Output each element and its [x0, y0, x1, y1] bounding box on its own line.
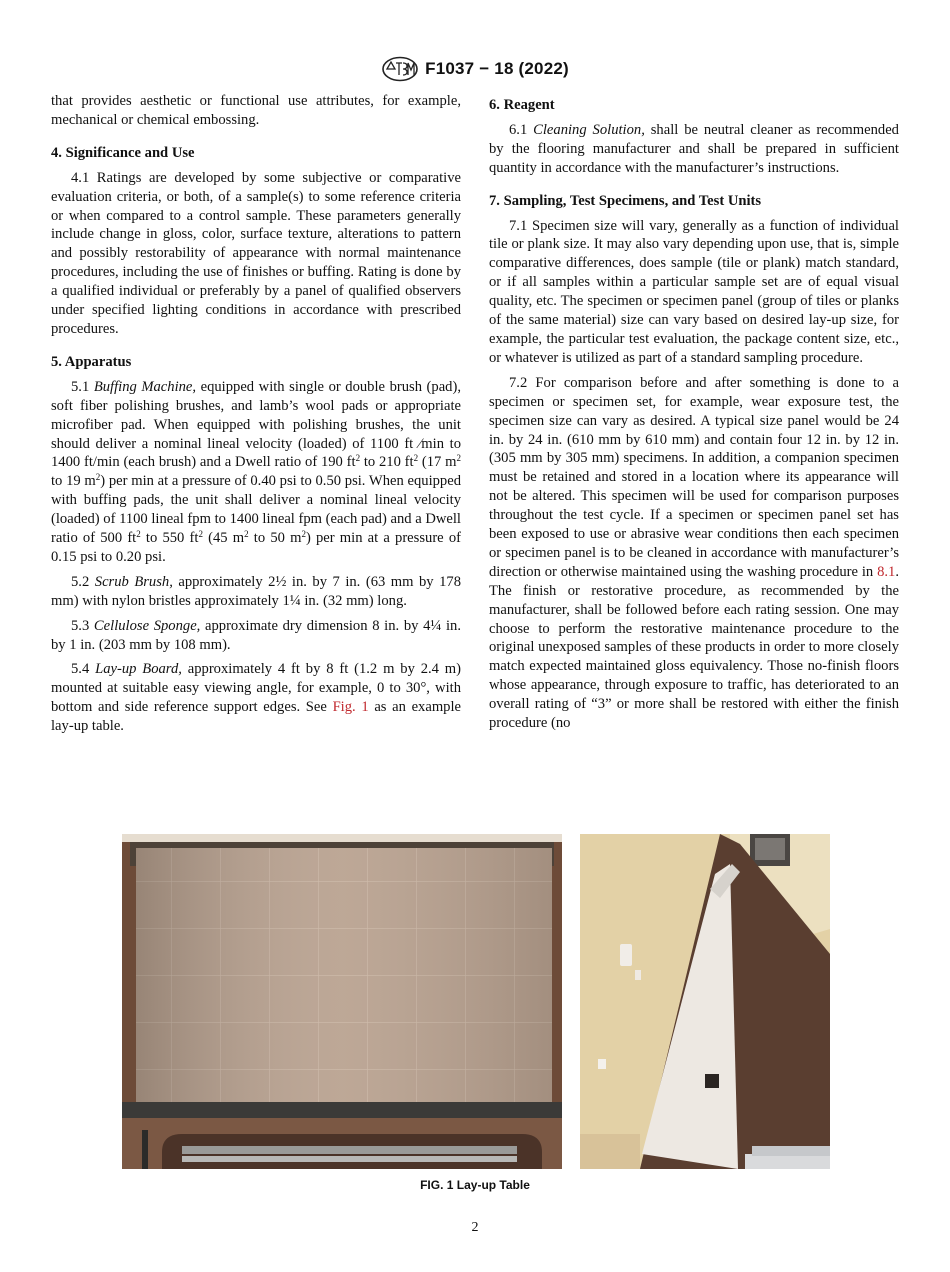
- figure-1: [122, 834, 830, 1169]
- superscript: 2: [95, 472, 101, 483]
- section-6-heading: 6. Reagent: [489, 97, 555, 113]
- page-header: [0, 56, 950, 87]
- layup-table-front-photo: [122, 834, 562, 1169]
- section-7-heading: 7. Sampling, Test Specimens, and Test Units: [489, 192, 762, 209]
- section-5-1-text-g: (45 m: [202, 530, 245, 547]
- section-5-4: [51, 660, 461, 736]
- superscript: 2: [136, 529, 141, 540]
- section-5-4-text: approximately 4 ft by 8 ft (1.2 m by 2.4 m) mounted at suitable easy viewing angle, for example, 0 to 30°, with bottom and side reference support edges. See: [51, 661, 462, 716]
- section-6-1-term: Cleaning Solution,: [533, 121, 645, 138]
- section-5-1-text-d: to 19 m: [51, 473, 96, 490]
- figure-caption: FIG. 1 Lay-up Table: [420, 1178, 530, 1192]
- section-7-2-text-a: 7.2 For comparison before and after something is done to a specimen or specimen set, for example, wear exposure test, the specimen size can vary as desired. A typical size panel would be 24 in. by 24 in. (610 mm by 610 mm) and contain four 12 in. by 12 in. (305 mm by 305 mm) specimens. In addition, a companion specimen must be retained and stored in a location where its appearance will not be altered. This specimen will be used for comparison purposes throughout the test cycle. If a specimen or specimen panel set has been exposed to use or abrasive wear conditions then each specimen or specimen panel is to be cleaned in accordance with manufacturer’s direction or otherwise maintained using the washing procedure in: [489, 374, 899, 580]
- section-4-1: 4.1 Ratings are developed by some subjective or comparative evaluation criteria, or both, of a sample(s) to some reference criteria or when compared to a control sample. These parameters generally include change in gloss, color, surface texture, alterations to pattern and possibly restorability of appearance with normal maintenance procedures, including the use of finishes or buffing. Rating is done by a qualified individual or preferably by a panel of qualified observers under specified lighting conditions in accordance with prescribed procedures.: [51, 169, 461, 337]
- section-5-4-tail: as an example lay-up table.: [51, 699, 461, 735]
- section-5-1-number: 5.1: [71, 378, 90, 395]
- superscript: 2: [244, 529, 249, 540]
- section-5-3-number: 5.3: [71, 617, 90, 634]
- section-5-1-term: Buffing Machine,: [93, 378, 197, 395]
- section-6-1-text: shall be neutral cleaner as recommended by the flooring manufacturer and shall be prepared in sufficient quantity in accordance with the manufacturer’s instructions.: [489, 121, 899, 176]
- section-5-2-text: approximately 2½ in. by 7 in. (63 mm by 178 mm) with nylon bristles approximately 1¼ in. (32 mm) long.: [51, 573, 461, 609]
- section-5-heading: 5. Apparatus: [51, 353, 132, 370]
- standard-designation: F1037 − 18 (2022): [425, 59, 569, 78]
- section-6-1-number: 6.1: [509, 121, 528, 138]
- section-5-1-text-h: to 50 m: [248, 530, 302, 547]
- left-column: [51, 92, 461, 742]
- section-5-1: [51, 378, 461, 567]
- superscript: 2: [355, 453, 361, 464]
- section-5-4-number: 5.4: [71, 661, 90, 678]
- section-5-1-text-f: to 550 ft: [140, 530, 199, 547]
- superscript: 2: [301, 529, 306, 540]
- section-7-1: 7.1 Specimen size will vary, generally as a function of individual tile or plank size. It may also vary depending upon use, that is, simple comparative differences, does sample (tile or plank) match standard, or if all samples within a particular sample set are of equal visual quality, etc. The specimen or specimen panel (group of tiles or planks of the same material) size can vary based on desired lay-up size, for example, the particular test evaluation, the package content size, etc., or whatever is utilized as part of a standard sampling procedure.: [489, 217, 899, 366]
- superscript: 2: [413, 453, 419, 464]
- astm-logo-icon: [381, 56, 419, 82]
- section-7-2: [489, 374, 899, 733]
- section-5-2-term: Scrub Brush,: [94, 573, 173, 590]
- section-5-3-text: approximate dry dimension 8 in. by 4¼ in. by 1 in. (203 mm by 108 mm).: [51, 617, 461, 653]
- section-5-3-term: Cellulose Sponge,: [93, 617, 201, 634]
- page-number: 2: [471, 1220, 479, 1235]
- section-5-1-text-i: ) per min at a pressure of 0.15 psi to 0.20 psi.: [51, 530, 461, 565]
- right-column: [489, 92, 899, 739]
- section-5-1-text-c: (17 m: [418, 454, 457, 471]
- section-5-2-number: 5.2: [71, 573, 90, 590]
- section-8-1-link[interactable]: 8.1: [877, 563, 896, 580]
- figure-1-link[interactable]: Fig. 1: [332, 699, 369, 716]
- intro-paragraph: that provides aesthetic or functional use attributes, for example, mechanical or chemical embossing.: [51, 93, 461, 128]
- section-5-1-text-e: ) per min at a pressure of 0.40 psi to 0.50 psi. When equipped with buffing pads, the unit shall deliver a nominal lineal velocity (loaded) of 1100 lineal fpm to 1400 lineal fpm (each pad) and a Dwell ratio of 500 ft: [51, 473, 461, 547]
- superscript: 2: [198, 529, 203, 540]
- section-7-2-text-b: . The finish or restorative procedure, as recommended by the manufacturer, shall be followed before each rating session. One may choose to perform the restorative maintenance procedure to the original unexposed samples of these products in order to more closely match expected maintained gloss equivalency. Those no-finish floors whose appearance, through exposure to traffic, has deteriorated to an overall rating of “3” or more shall be restored with either the finish procedure (no: [489, 563, 899, 732]
- section-5-2: [51, 573, 461, 611]
- layup-table-side-photo: [580, 834, 830, 1169]
- section-5-1-text-b: to 210 ft: [360, 454, 414, 471]
- section-5-3: [51, 617, 461, 655]
- section-4-heading: 4. Significance and Use: [51, 144, 195, 161]
- section-5-1-text-a: equipped with single or double brush (pad), soft fiber polishing brushes, and lamb’s wool pads or appropriate microfiber pad. When equipped with polishing brushes, the unit should deliver a nominal lineal velocity (loaded) of 1100 ft ⁄min to 1400 ft/min (each brush) and a Dwell ratio of 190 ft: [51, 378, 461, 471]
- section-5-4-term: Lay-up Board,: [95, 661, 182, 678]
- superscript: 2: [456, 453, 461, 464]
- section-6-1: [489, 121, 899, 178]
